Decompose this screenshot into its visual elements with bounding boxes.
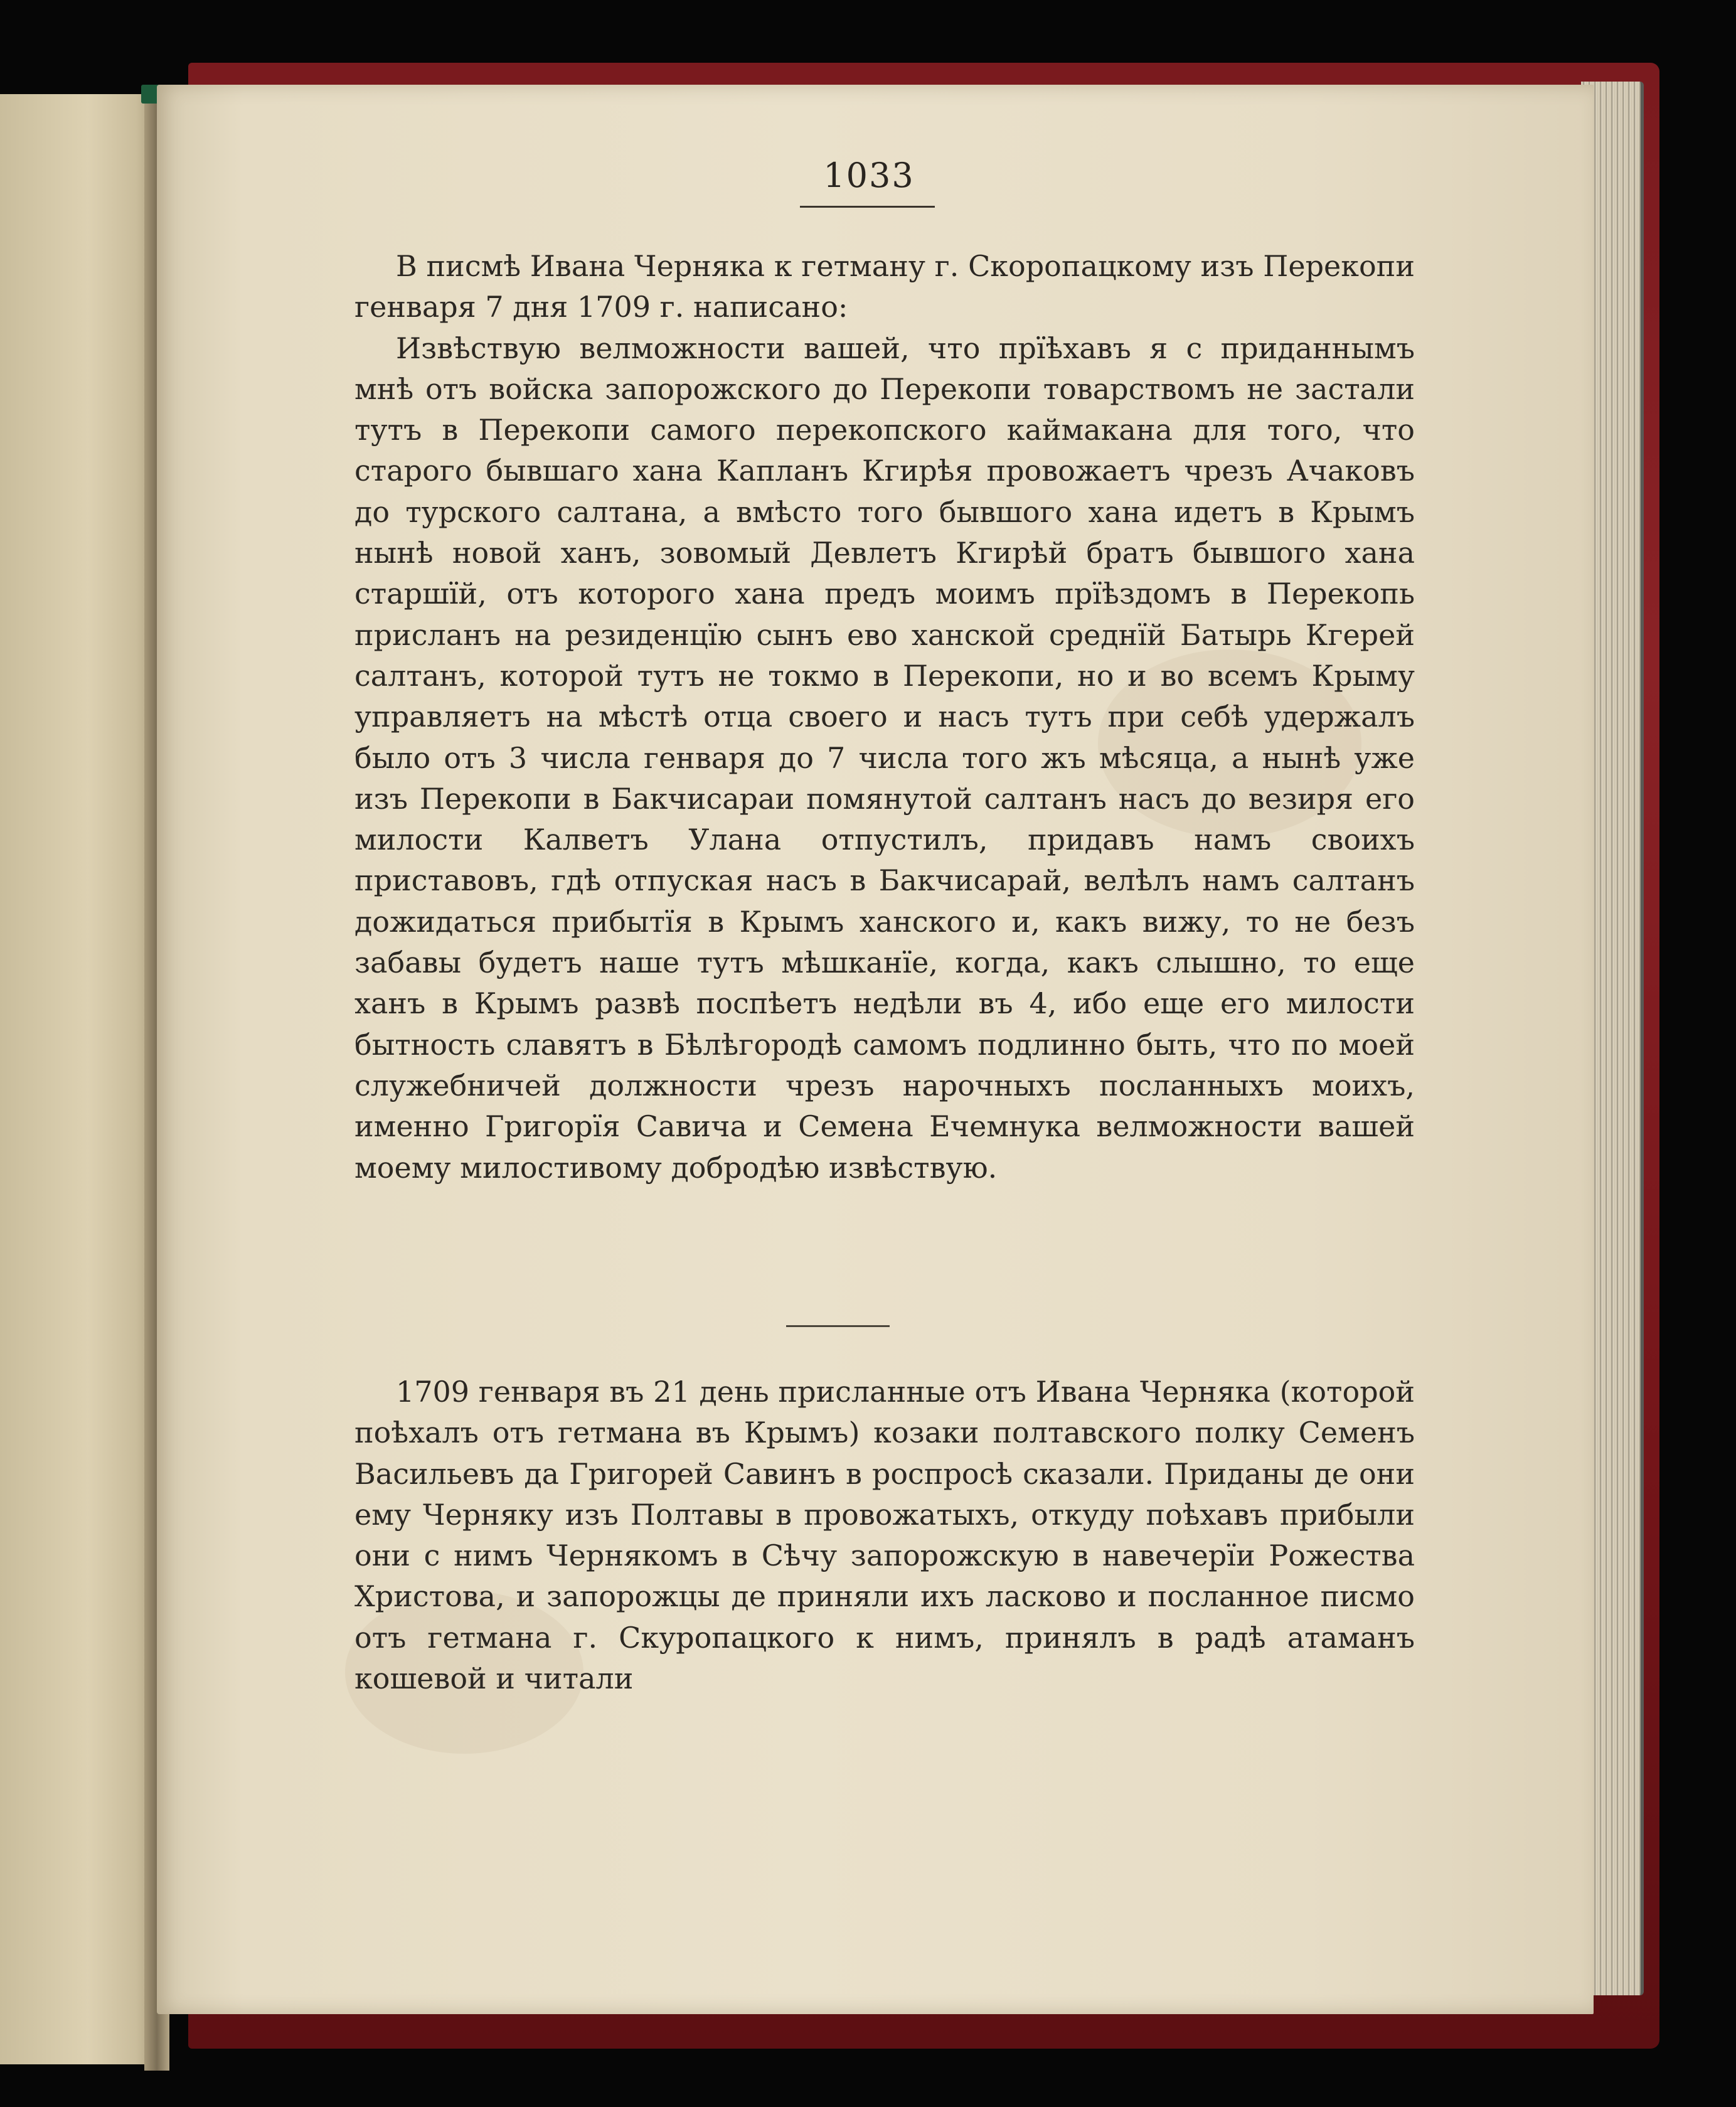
paragraph: Извѣствую велможности вашей, что прїѣхавъ я с приданнымъ мнѣ отъ войска запорожского до Перекопи товарствомъ не застали тутъ в Перекопи самого перекопского каймакана для того, что старого бывшаго хана Капланъ Кгирѣя провожаетъ чрезъ Ачаковъ до турского салтана, а вмѣсто того бывшого хана идетъ в Крымъ нынѣ новой ханъ, зовомый Девлетъ Кгирѣй братъ бывшого хана старшїй, отъ которого хана предъ моимъ прїѣздомъ в Перекопь присланъ на резиденцїю сынъ ево ханской среднїй Батырь Кгерей салтанъ, которой тутъ не токмо в Перекопи, но и во всемъ Крыму управляетъ на мѣстѣ отца своего и насъ тутъ при себѣ удержалъ было отъ 3 числа генваря до 7 числа того жъ мѣсяца, а нынѣ уже изъ Перекопи в Бакчисараи помянутой салтанъ насъ до везиря его милости Калветъ Улана отпустилъ, придавъ намъ своихъ приставовъ, гдѣ отпуская насъ в Бакчисарай, велѣлъ намъ салтанъ дожидаться прибытїя в Крымъ ханского и, какъ вижу, то не безъ забавы будетъ наше тутъ мѣшканїе, когда, какъ слышно, то еще ханъ в Крымъ развѣ поспѣетъ недѣли въ 4, ибо еще его милости бытность славятъ в Бѣлѣгородѣ самомъ подлинно быть, что по моей служебничей должности чрезъ нарочныхъ посланныхъ моихъ, именно Григорїя Савича и Семена Ечемнука велможности вашей моему милостивому добродѣю извѣствую. <box>354 331 1415 1185</box>
section-divider <box>786 1325 890 1327</box>
text-section-2 <box>354 1372 1415 1699</box>
left-facing-page <box>0 94 160 2064</box>
paragraph: 1709 генваря въ 21 день присланные отъ Ивана Черняка (которой поѣхалъ отъ гетмана въ Крымъ) козаки полтавского полку Семенъ Васильевъ да Григорей Савинъ в роспросѣ сказали. Приданы де они ему Черняку изъ Полтавы в провожатыхъ, откуду поѣхавъ прибыли они с нимъ Чернякомъ в Сѣчу запорожскую в навечерїи Рожества Христова, и запорожцы де приняли ихъ ласково и посланное писмо отъ гетмана г. Скуропацкого к нимъ, принялъ в радѣ атаманъ кошевой и читали <box>354 1375 1415 1696</box>
text-section-1 <box>354 246 1415 1188</box>
page-number: 1033 <box>823 156 915 195</box>
paragraph: В писмѣ Ивана Черняка к гетману г. Скоропацкому изъ Перекопи генваря 7 дня 1709 г. написано: <box>354 249 1415 324</box>
page-number-underline <box>800 206 935 208</box>
